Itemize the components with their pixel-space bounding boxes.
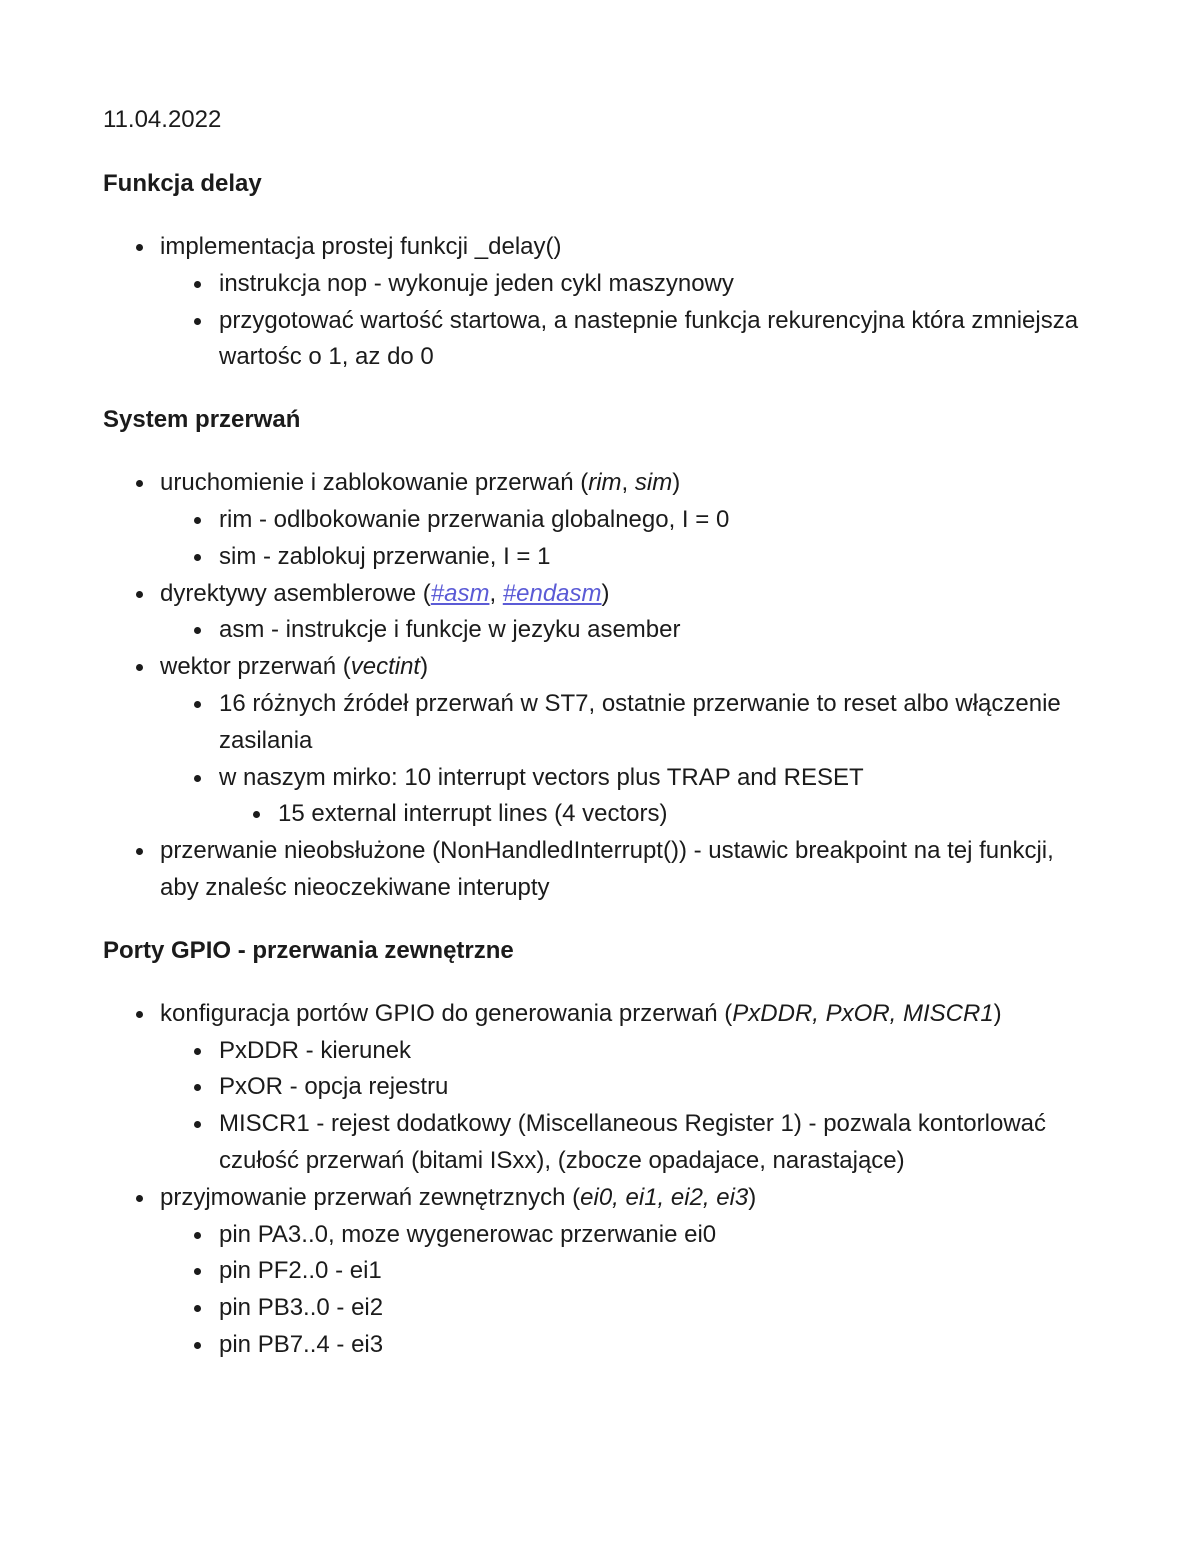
bullet-list [103,229,1093,376]
bullet-icon [194,1342,201,1349]
bullet-icon [136,664,143,671]
list-item: rim - odlbokowanie przerwania globalnego, I = 0 [159,502,1093,539]
nested-list [160,502,1093,576]
list-item: przerwanie nieobsłużone (NonHandledInterrupt()) - ustawic breakpoint na tej funkcji, aby znaleśc nieoczekiwane interupty [103,833,1093,907]
bullet-icon [253,811,260,818]
nested-list [219,796,1093,833]
bullet-icon [194,775,201,782]
list-item: pin PB3..0 - ei2 [159,1290,1093,1327]
list-item: PxOR - opcja rejestru [159,1069,1093,1106]
tag-link-asm[interactable]: #asm [430,579,490,607]
list-item: sim - zablokuj przerwanie, I = 1 [159,539,1093,576]
list-item: MISCR1 - rejest dodatkowy (Miscellaneous Register 1) - pozwala kontorlować czułość przerwań (bitami ISxx), (zbocze opadajace, narastające) [159,1106,1093,1180]
nested-list [160,612,1093,649]
section-title-porty-gpio: Porty GPIO - przerwania zewnętrzne [103,936,514,964]
list-item: 16 różnych źródeł przerwań w ST7, ostatnie przerwanie to reset albo włączenie zasilania [159,686,1093,760]
bullet-icon [194,1305,201,1312]
list-item: konfiguracja portów GPIO do generowania przerwań (PxDDR, PxOR, MISCR1) PxDDR - kierunek PxOR - opcja rejestru MISCR1 - rejest dodatkowy (Miscellaneous Register 1) - pozwala kontorlować czułość przerwań (bitami ISxx), (zbocze opadajace, narastające) [103,996,1093,1180]
list-item: w naszym mirko: 10 interrupt vectors plus TRAP and RESET 15 external interrupt lines (4 vectors) [159,760,1093,834]
list-item: przyjmowanie przerwań zewnętrznych (ei0, ei1, ei2, ei3) pin PA3..0, moze wygenerowac przerwanie ei0 pin PF2..0 - ei1 pin PB3..0 - ei2 pin PB7..4 - ei3 [103,1180,1093,1364]
inline-code-registers: PxDDR, PxOR, MISCR1 [732,999,994,1027]
list-item: implementacja prostej funkcji _delay() instrukcja nop - wykonuje jeden cykl maszynowy przygotować wartość startowa, a nastepnie funkcja rekurencyjna która zmniejsza wartośc o 1, az do 0 [103,229,1093,376]
bullet-icon [136,480,143,487]
date-heading: 11.04.2022 [103,106,222,133]
list-item: 15 external interrupt lines (4 vectors) [219,796,1093,833]
list-item: pin PF2..0 - ei1 [159,1253,1093,1290]
list-item: pin PB7..4 - ei3 [159,1327,1093,1364]
section-title-system-przerwan: System przerwań [103,406,301,434]
nested-list [160,1217,1093,1364]
inline-code-ei: ei0, ei1, ei2, ei3 [580,1183,749,1211]
nested-list [160,686,1093,833]
bullet-list [103,996,1093,1364]
bullet-icon [194,281,201,288]
nested-list [160,266,1093,376]
bullet-icon [194,554,201,561]
inline-code-vectint: vectint [350,653,421,681]
bullet-list [103,465,1093,907]
list-item: instrukcja nop - wykonuje jeden cykl maszynowy [159,266,1093,303]
bullet-icon [136,244,143,251]
bullet-icon [136,1195,143,1202]
nested-list [160,1033,1093,1180]
inline-code-rim: rim [588,469,622,497]
list-item: uruchomienie i zablokowanie przerwań (rim, sim) rim - odlbokowanie przerwania globalnego, I = 0 sim - zablokuj przerwanie, I = 1 [103,465,1093,575]
bullet-icon [194,1084,201,1091]
inline-code-sim: sim [634,469,673,497]
bullet-icon [194,1121,201,1128]
document-page [103,102,1093,1390]
bullet-icon [194,318,201,325]
bullet-icon [194,1048,201,1055]
bullet-icon [194,627,201,634]
list-item: wektor przerwań (vectint) 16 różnych źródeł przerwań w ST7, ostatnie przerwanie to reset albo włączenie zasilania w naszym mirko: 10 interrupt vectors plus TRAP and RESET 15 external interrupt lines (4 vectors) [103,649,1093,833]
bullet-icon [136,848,143,855]
list-item: pin PA3..0, moze wygenerowac przerwanie ei0 [159,1217,1093,1254]
bullet-icon [136,1011,143,1018]
list-item: asm - instrukcje i funkcje w jezyku asember [159,612,1093,649]
list-item: przygotować wartość startowa, a nastepnie funkcja rekurencyjna która zmniejsza wartośc o 1, az do 0 [159,303,1093,377]
list-item: dyrektywy asemblerowe (#asm, #endasm) asm - instrukcje i funkcje w jezyku asember [103,576,1093,650]
bullet-icon [194,517,201,524]
bullet-icon [136,591,143,598]
section-title-funkcja-delay: Funkcja delay [103,170,262,197]
bullet-icon [194,701,201,708]
bullet-icon [194,1268,201,1275]
bullet-icon [194,1232,201,1239]
tag-link-endasm[interactable]: #endasm [502,579,602,607]
list-item: PxDDR - kierunek [159,1033,1093,1070]
